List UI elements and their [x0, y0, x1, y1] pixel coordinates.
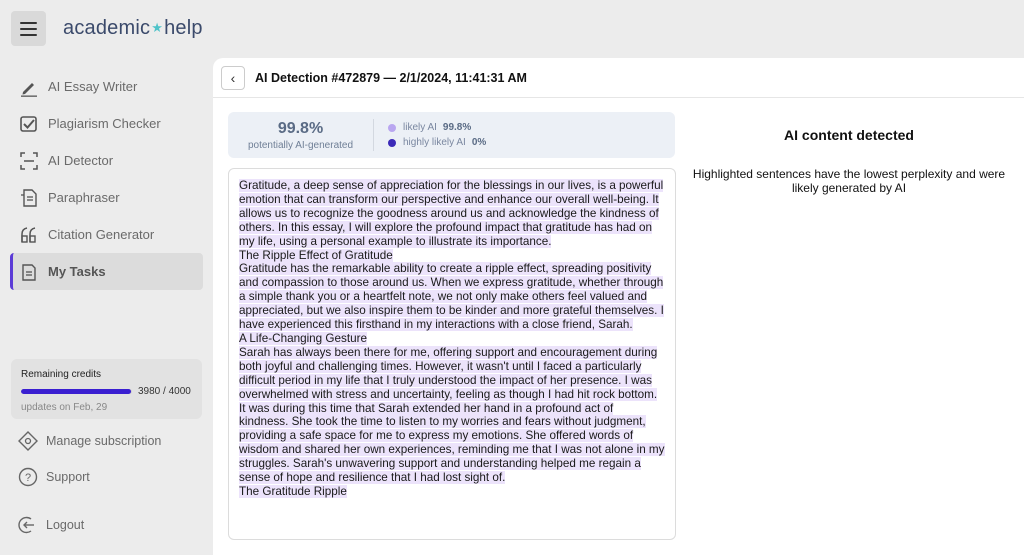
- credits-count: 3980 / 4000: [138, 386, 191, 397]
- svg-text:?: ?: [24, 472, 32, 484]
- result-title: AI content detected: [784, 127, 914, 143]
- quote-icon: [18, 224, 40, 246]
- credits-progress-bar: [21, 389, 132, 394]
- essay-paragraph: Gratitude has the remarkable ability to create a ripple effect, spreading positivity and compassion to those around us. When we express gratitude, whether through a simple thank you or a heartfelt note, we not only make others feel valued and appreciated, but we also inspire them to be kinder and more grateful themselves. I have experienced this firsthand in my interactions with a close friend, Sarah.: [239, 262, 664, 332]
- credits-update-date: updates on Feb, 29: [21, 402, 108, 413]
- sidebar-item-paraphraser[interactable]: Paraphraser: [10, 179, 203, 216]
- essay-heading: The Gratitude Ripple: [239, 484, 347, 498]
- logout-link[interactable]: Logout: [18, 515, 84, 535]
- page-title: AI Detection #472879 — 2/1/2024, 11:41:31 AM: [255, 70, 527, 85]
- highly-likely-ai-dot-icon: [388, 139, 396, 147]
- essay-heading: The Ripple Effect of Gratitude: [239, 248, 393, 262]
- ai-percentage-label: potentially AI-generated: [247, 139, 354, 151]
- sidebar-item-ai-detector[interactable]: AI Detector: [10, 142, 203, 179]
- pencil-icon: [18, 76, 40, 98]
- essay-text-box[interactable]: [228, 168, 676, 540]
- sidebar-item-plagiarism-checker[interactable]: Plagiarism Checker: [10, 105, 203, 142]
- credits-title: Remaining credits: [21, 369, 102, 380]
- sidebar-item-my-tasks[interactable]: My Tasks: [10, 253, 203, 290]
- essay-text: [239, 179, 665, 499]
- manage-subscription-link[interactable]: Manage subscription: [18, 431, 161, 451]
- tasks-icon: [18, 261, 40, 283]
- ai-percentage: 99.8%: [277, 119, 324, 137]
- result-description: Highlighted sentences have the lowest perplexity and were likely generated by AI: [692, 167, 1006, 195]
- hamburger-menu-button[interactable]: [11, 11, 46, 46]
- sidebar-item-citation-generator[interactable]: Citation Generator: [10, 216, 203, 253]
- star-icon: ★: [151, 20, 164, 35]
- sidebar-nav: [10, 68, 203, 290]
- detection-header: [213, 58, 1024, 98]
- detection-legend: [388, 120, 486, 150]
- essay-paragraph: Gratitude, a deep sense of appreciation for the blessings in our lives, is a powerful emotion that can transform our perspective and enhance our overall well-being. It allows us to recognize the goodness around us and acknowledge the kindness of others. In this essay, I will explore the profound impact that gratitude has had on my life, using a personal example to illustrate its importance.: [239, 179, 664, 248]
- checkbox-icon: [18, 113, 40, 135]
- essay-heading: A Life-Changing Gesture: [239, 331, 367, 345]
- remaining-credits-card: [11, 359, 202, 419]
- support-link[interactable]: ? Support: [18, 467, 90, 487]
- essay-paragraph: Sarah has always been there for me, offering support and encouragement during both joyful and challenging times. However, it wasn't until I faced a particularly difficult period in my life that I truly understood the impact of her presence. I was overwhelmed with stress and uncertainty, feeling as though I had hit rock bottom. It was during this time that Sarah extended her hand in a profound act of kindness. She took the time to listen to my worries and fears without judgment, providing a safe space for me to express my emotions. She offered words of wisdom and shared her own experiences, reminding me that I was not alone in my struggles. Sarah's unwavering support and understanding helped me regain a sense of hope and resilience that I had lost sight of.: [239, 345, 665, 485]
- main-panel: [213, 58, 1024, 555]
- help-icon: [18, 467, 38, 487]
- document-icon: [18, 187, 40, 209]
- menu-icon: [20, 22, 37, 24]
- back-button[interactable]: [221, 66, 245, 90]
- scan-icon: [18, 150, 40, 172]
- sidebar: [0, 0, 213, 555]
- likely-ai-dot-icon: [388, 124, 396, 132]
- detection-stats-card: [228, 112, 675, 158]
- chevron-left-icon: ‹: [230, 69, 236, 86]
- logout-icon: [18, 515, 38, 535]
- diamond-icon: [18, 431, 38, 451]
- legend-likely-ai: likely AI 99.8%: [388, 120, 486, 135]
- legend-highly-likely-ai: highly likely AI 0%: [388, 135, 486, 150]
- sidebar-item-ai-essay-writer[interactable]: AI Essay Writer: [10, 68, 203, 105]
- app-logo[interactable]: academic★help: [63, 17, 203, 39]
